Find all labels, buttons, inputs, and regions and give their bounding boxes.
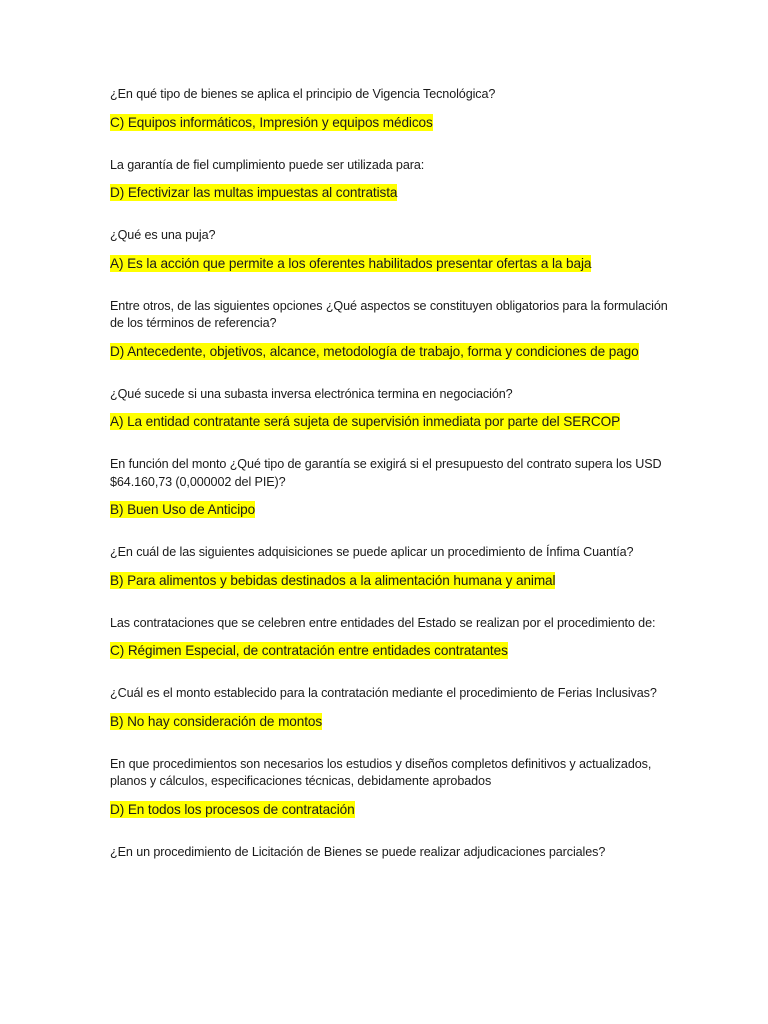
answer-text: B) Para alimentos y bebidas destinados a la alimentación humana y animal bbox=[110, 572, 556, 588]
answer-highlighted bbox=[110, 254, 668, 273]
answer-text: D) Antecedente, objetivos, alcance, metodología de trabajo, forma y condiciones de pago bbox=[110, 343, 639, 359]
question-text: En que procedimientos son necesarios los estudios y diseños completos definitivos y actualizados, planos y cálculos, especificaciones técnicas, debidamente aprobados bbox=[110, 756, 652, 788]
answer-text: A) La entidad contratante será sujeta de supervisión inmediata por parte del SERCOP bbox=[110, 414, 621, 429]
qa-item-5 bbox=[110, 386, 668, 432]
answer-highlighted bbox=[110, 712, 668, 731]
answer-text: D) En todos los procesos de contratación bbox=[110, 801, 355, 817]
qa-item-9 bbox=[110, 685, 668, 731]
question-text: ¿En un procedimiento de Licitación de Bienes se puede realizar adjudicaciones parciales? bbox=[110, 844, 606, 859]
answer-text: A) Es la acción que permite a los oferentes habilitados presentar ofertas a la baja bbox=[110, 255, 592, 271]
qa-item-8 bbox=[110, 615, 668, 661]
qa-item-10 bbox=[110, 756, 668, 819]
qa-item-4 bbox=[110, 298, 668, 361]
question-text: ¿En qué tipo de bienes se aplica el principio de Vigencia Tecnológica? bbox=[110, 87, 496, 101]
question-text: En función del monto ¿Qué tipo de garantía se exigirá si el presupuesto del contrato supera los USD $64.160,73 (0,000002 del PIE)? bbox=[110, 457, 662, 489]
question-text: ¿Qué es una puja? bbox=[110, 228, 216, 242]
question-text: ¿En cuál de las siguientes adquisiciones se puede aplicar un procedimiento de Ínfima Cuantía? bbox=[110, 545, 634, 559]
answer-highlighted bbox=[110, 800, 668, 819]
answer-highlighted bbox=[110, 641, 668, 660]
answer-highlighted bbox=[110, 412, 668, 431]
qa-item-3 bbox=[110, 227, 668, 273]
qa-item-1 bbox=[110, 86, 668, 132]
answer-highlighted bbox=[110, 342, 668, 361]
answer-text: B) Buen Uso de Anticipo bbox=[110, 502, 256, 517]
answer-highlighted bbox=[110, 183, 668, 202]
answer-highlighted bbox=[110, 500, 668, 519]
answer-text: C) Equipos informáticos, Impresión y equipos médicos bbox=[110, 114, 433, 130]
question-text: Entre otros, de las siguientes opciones ¿Qué aspectos se constituyen obligatorios para la formulación de los términos de referencia? bbox=[110, 298, 668, 330]
qa-item-6 bbox=[110, 456, 668, 519]
answer-highlighted bbox=[110, 571, 668, 590]
question-text: La garantía de fiel cumplimiento puede ser utilizada para: bbox=[110, 157, 425, 172]
answer-text: B) No hay consideración de montos bbox=[110, 713, 323, 729]
question-text: Las contrataciones que se celebren entre entidades del Estado se realizan por el procedimiento de: bbox=[110, 615, 656, 630]
question-text: ¿Qué sucede si una subasta inversa electrónica termina en negociación? bbox=[110, 386, 513, 401]
qa-item-2 bbox=[110, 157, 668, 203]
qa-item-7 bbox=[110, 544, 668, 590]
question-text: ¿Cuál es el monto establecido para la contratación mediante el procedimiento de Ferias Inclusivas? bbox=[110, 686, 657, 700]
answer-highlighted bbox=[110, 113, 668, 132]
answer-text: C) Régimen Especial, de contratación entre entidades contratantes bbox=[110, 643, 508, 658]
qa-item-11 bbox=[110, 844, 668, 862]
answer-text: D) Efectivizar las multas impuestas al contratista bbox=[110, 185, 398, 200]
